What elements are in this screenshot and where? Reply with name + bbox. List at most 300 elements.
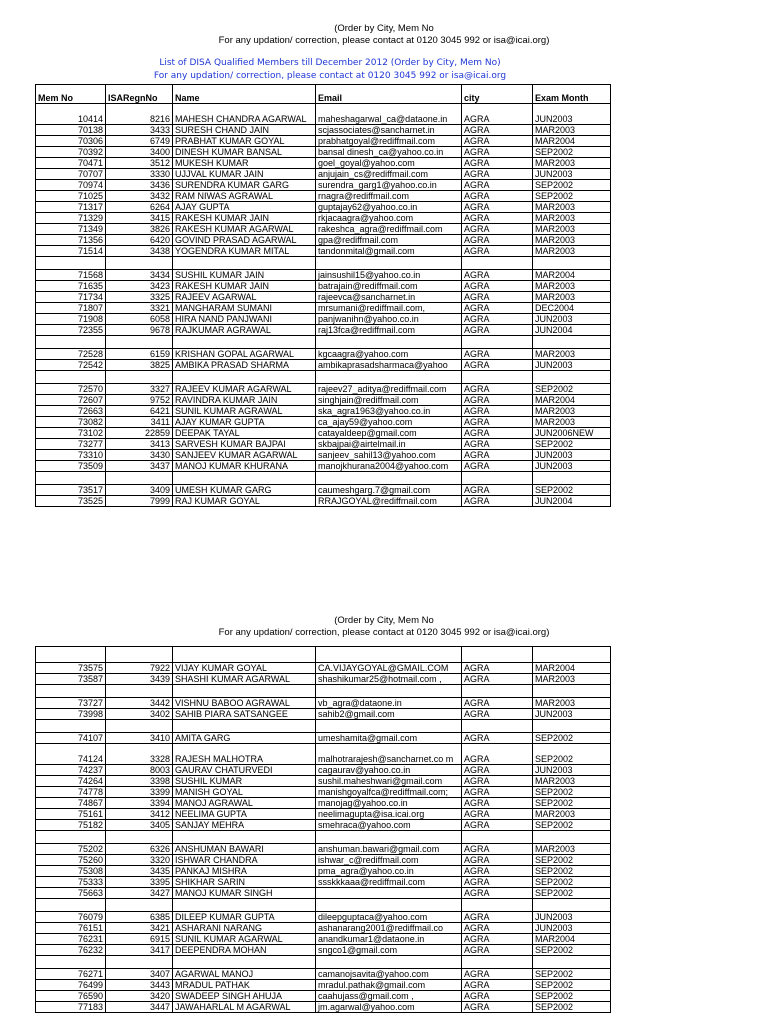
isa-regn-no-cell: 7999 [106,496,173,507]
name-cell: DEEPAK TAYAL [173,428,316,439]
empty-cell [106,336,173,349]
isa-regn-no-cell: 3411 [106,417,173,428]
name-cell: ANSHUMAN BAWARI [173,844,316,855]
mem-no-cell: 72542 [36,360,106,371]
table-row [36,202,611,213]
mem-no-cell: 71568 [36,270,106,281]
isa-regn-no-cell: 3399 [106,787,173,798]
isa-regn-no-cell: 8003 [106,765,173,776]
city-cell: AGRA [462,912,533,923]
isa-regn-no-cell: 6915 [106,934,173,945]
city-cell: AGRA [462,158,533,169]
name-cell: ASHARANI NARANG [173,923,316,934]
table-row [36,325,611,336]
name-cell: GAURAV CHATURVEDI [173,765,316,776]
mem-no-cell: 72528 [36,349,106,360]
isa-regn-no-cell: 3420 [106,991,173,1002]
table-row [36,674,611,685]
email-cell: sahib2@gmail.com [316,709,462,720]
isa-regn-no-cell: 3415 [106,213,173,224]
mem-no-cell: 73575 [36,663,106,674]
isa-regn-no-cell: 22859 [106,428,173,439]
empty-cell [316,472,462,485]
exam-month-cell: MAR2004 [533,934,611,945]
mem-no-cell: 71514 [36,246,106,257]
isa-regn-no-cell: 3405 [106,820,173,831]
name-cell: SUNIL KUMAR AGARWAL [173,934,316,945]
city-cell: AGRA [462,314,533,325]
email-cell: anshuman.bawari@gmail.com [316,844,462,855]
email-cell: skbajpai@airtelmail.in [316,439,462,450]
table-row [36,844,611,855]
exam-month-cell: JUN2003 [533,912,611,923]
empty-cell [36,831,106,844]
name-cell: MUKESH KUMAR [173,158,316,169]
table-row [36,439,611,450]
blank-row [36,956,611,969]
city-cell: AGRA [462,1002,533,1013]
isa-regn-no-cell: 6264 [106,202,173,213]
exam-month-cell: SEP2002 [533,877,611,888]
table-row [36,744,611,765]
empty-cell [316,685,462,698]
city-cell: AGRA [462,292,533,303]
exam-month-cell: JUN2004 [533,496,611,507]
table-row [36,270,611,281]
empty-cell [316,831,462,844]
exam-month-cell: JUN2003 [533,169,611,180]
mem-no-cell: 75663 [36,888,106,899]
list-title: List of DISA Qualified Members till December 2012 (Order by City, Mem No) [159,58,501,68]
mem-no-cell: 72355 [36,325,106,336]
isa-regn-no-cell: 3407 [106,969,173,980]
mem-no-cell: 73509 [36,461,106,472]
city-cell: AGRA [462,246,533,257]
exam-month-cell: MAR2003 [533,698,611,709]
table-row [36,809,611,820]
blank-row [36,336,611,349]
name-cell: KRISHAN GOPAL AGARWAL [173,349,316,360]
email-cell: neelimagupta@isa.icai.org [316,809,462,820]
name-cell: RAJESH MALHOTRA [173,744,316,765]
isa-regn-no-cell: 3410 [106,733,173,744]
email-cell: anjujain_cs@rediffmail.com [316,169,462,180]
mem-no-cell: 73517 [36,485,106,496]
name-cell: SURENDRA KUMAR GARG [173,180,316,191]
exam-month-cell: JUN2003 [533,104,611,125]
name-cell: MAHESH CHANDRA AGARWAL [173,104,316,125]
email-cell: jainsushil15@yahoo.co.in [316,270,462,281]
name-cell: GOVIND PRASAD AGARWAL [173,235,316,246]
mem-no-cell: 77183 [36,1002,106,1013]
table-row [36,213,611,224]
email-cell: scjassociates@sancharnet.in [316,125,462,136]
empty-cell [533,685,611,698]
exam-month-cell: SEP2002 [533,733,611,744]
email-cell: cagaurav@yahoo.co.in [316,765,462,776]
city-cell: AGRA [462,104,533,125]
email-cell: sushil.maheshwari@gmail.com [316,776,462,787]
mem-no-cell: 71329 [36,213,106,224]
name-cell: SUSHIL KUMAR JAIN [173,270,316,281]
city-cell: AGRA [462,776,533,787]
empty-cell [533,336,611,349]
email-cell: maheshagarwal_ca@dataone.in [316,104,462,125]
isa-regn-no-cell: 3439 [106,674,173,685]
mem-no-cell: 70392 [36,147,106,158]
isa-regn-no-cell: 3330 [106,169,173,180]
exam-month-cell: SEP2002 [533,744,611,765]
name-cell: RAKESH KUMAR JAIN [173,281,316,292]
contact-line-1: For any updation/ correction, please contact at 0120 3045 992 or isa@icai.org) [218,35,550,46]
exam-month-cell: JUN2003 [533,765,611,776]
empty-cell [173,720,316,733]
members-table-page-2 [35,646,611,1013]
empty-cell [462,371,533,384]
name-cell: PANKAJ MISHRA [173,866,316,877]
empty-cell [36,899,106,912]
city-cell: AGRA [462,461,533,472]
mem-no-cell: 76232 [36,945,106,956]
empty-cell [316,257,462,270]
mem-no-cell: 74264 [36,776,106,787]
name-cell: JAWAHARLAL M AGARWAL [173,1002,316,1013]
exam-month-cell: SEP2002 [533,798,611,809]
mem-no-cell: 73727 [36,698,106,709]
exam-month-cell: MAR2003 [533,776,611,787]
table-row [36,866,611,877]
empty-cell [36,685,106,698]
mem-no-cell: 71317 [36,202,106,213]
city-cell: AGRA [462,945,533,956]
city-cell: AGRA [462,923,533,934]
table-row [36,246,611,257]
city-cell: AGRA [462,191,533,202]
isa-regn-no-cell: 3328 [106,744,173,765]
name-cell: SAHIB PIARA SATSANGEE [173,709,316,720]
mem-no-cell: 70707 [36,169,106,180]
table-row [36,191,611,202]
exam-month-cell: SEP2002 [533,855,611,866]
name-cell: AJAY GUPTA [173,202,316,213]
blank-row [36,472,611,485]
city-cell: AGRA [462,809,533,820]
exam-month-cell: JUN2003 [533,923,611,934]
empty-cell [173,371,316,384]
blank-row [36,831,611,844]
exam-month-cell: SEP2002 [533,191,611,202]
name-cell: MANISH GOYAL [173,787,316,798]
city-cell: AGRA [462,406,533,417]
empty-cell [316,956,462,969]
empty-cell [106,831,173,844]
exam-month-cell: MAR2003 [533,281,611,292]
exam-month-cell: MAR2004 [533,395,611,406]
exam-month-cell: MAR2003 [533,224,611,235]
blank-row [36,720,611,733]
table-row [36,450,611,461]
table-row [36,709,611,720]
name-cell: UJJVAL KUMAR JAIN [173,169,316,180]
email-cell: rajeevca@sancharnet.in [316,292,462,303]
email-cell: kgcaagra@yahoo.com [316,349,462,360]
name-cell: RAJEEV KUMAR AGARWAL [173,384,316,395]
isa-regn-no-cell: 3434 [106,270,173,281]
table-row [36,787,611,798]
name-cell: MANGHARAM SUMANI [173,303,316,314]
empty-cell [106,685,173,698]
isa-regn-no-cell: 3430 [106,450,173,461]
contact-line-2: For any updation/ correction, please contact at 0120 3045 992 or isa@icai.org) [218,627,550,638]
email-cell: tandonmital@gmail.com [316,246,462,257]
email-cell: pma_agra@yahoo.co.in [316,866,462,877]
table-row [36,733,611,744]
empty-cell [36,956,106,969]
table-row [36,663,611,674]
table-header-row-empty [36,647,611,663]
mem-no-cell: 70974 [36,180,106,191]
name-cell: AGARWAL MANOJ [173,969,316,980]
exam-month-cell: SEP2002 [533,485,611,496]
exam-month-cell: MAR2003 [533,125,611,136]
order-line-2: (Order by City, Mem No [334,615,434,626]
col-header-exam-month: Exam Month [533,85,611,104]
table-row [36,855,611,866]
exam-month-cell: MAR2003 [533,406,611,417]
email-cell: shashikumar25@hotmail.com , [316,674,462,685]
isa-regn-no-cell: 3398 [106,776,173,787]
table-row [36,765,611,776]
exam-month-cell: MAR2004 [533,663,611,674]
name-cell: VISHNU BABOO AGRAWAL [173,698,316,709]
city-cell: AGRA [462,888,533,899]
isa-regn-no-cell: 3394 [106,798,173,809]
empty-cell [173,257,316,270]
name-cell: SWADEEP SINGH AHUJA [173,991,316,1002]
name-cell: ISHWAR CHANDRA [173,855,316,866]
isa-regn-no-cell: 6749 [106,136,173,147]
exam-month-cell: MAR2004 [533,136,611,147]
name-cell: HIRA NAND PANJWANI [173,314,316,325]
isa-regn-no-cell: 3443 [106,980,173,991]
empty-cell [462,257,533,270]
email-cell: rakeshca_agra@rediffmail.com [316,224,462,235]
email-cell: ssskkkaaa@rediffmail.com [316,877,462,888]
name-cell: RAM NIWAS AGRAWAL [173,191,316,202]
city-cell: AGRA [462,844,533,855]
members-table-page-1 [35,84,611,507]
empty-cell [36,371,106,384]
table-row [36,934,611,945]
mem-no-cell: 71635 [36,281,106,292]
mem-no-cell: 70138 [36,125,106,136]
blue-contact-line: For any updation/ correction, please contact at 0120 3045 992 or isa@icai.org [153,71,507,81]
exam-month-cell: JUN2003 [533,360,611,371]
table-row [36,980,611,991]
city-cell: AGRA [462,384,533,395]
mem-no-cell: 75308 [36,866,106,877]
mem-no-cell: 70471 [36,158,106,169]
name-cell: MANOJ AGRAWAL [173,798,316,809]
exam-month-cell: MAR2003 [533,292,611,303]
city-cell: AGRA [462,820,533,831]
table-row [36,991,611,1002]
mem-no-cell: 72570 [36,384,106,395]
table-row [36,428,611,439]
empty-cell [533,472,611,485]
name-cell: VIJAY KUMAR GOYAL [173,663,316,674]
exam-month-cell: MAR2003 [533,417,611,428]
email-cell: goel_goyal@yahoo.com [316,158,462,169]
name-cell: DINESH KUMAR BANSAL [173,147,316,158]
col-header-name: Name [173,85,316,104]
name-cell: SURESH CHAND JAIN [173,125,316,136]
mem-no-cell: 72663 [36,406,106,417]
table-row [36,798,611,809]
mem-no-cell: 71356 [36,235,106,246]
table-row [36,923,611,934]
isa-regn-no-cell: 3427 [106,888,173,899]
table-row [36,1002,611,1013]
table-row [36,888,611,899]
isa-regn-no-cell: 3512 [106,158,173,169]
email-cell: sngco1@gmail.com [316,945,462,956]
city-cell: AGRA [462,969,533,980]
city-cell: AGRA [462,428,533,439]
isa-regn-no-cell: 3436 [106,180,173,191]
empty-cell [462,956,533,969]
email-cell: camanojsavita@yahoo.com [316,969,462,980]
mem-no-cell: 74237 [36,765,106,776]
city-cell: AGRA [462,698,533,709]
empty-cell [106,956,173,969]
mem-no-cell: 75182 [36,820,106,831]
exam-month-cell: SEP2002 [533,384,611,395]
exam-month-cell: SEP2002 [533,1002,611,1013]
email-cell: rkjacaagra@yahoo.com [316,213,462,224]
exam-month-cell: MAR2003 [533,809,611,820]
city-cell: AGRA [462,765,533,776]
name-cell: AMITA GARG [173,733,316,744]
table-row [36,224,611,235]
email-cell: manojkhurana2004@yahoo.com [316,461,462,472]
city-cell: AGRA [462,787,533,798]
email-cell: CA.VIJAYGOYAL@GMAIL.COM [316,663,462,674]
name-cell: AMBIKA PRASAD SHARMA [173,360,316,371]
city-cell: AGRA [462,450,533,461]
city-cell: AGRA [462,202,533,213]
mem-no-cell: 73998 [36,709,106,720]
table-row [36,417,611,428]
table-row [36,877,611,888]
email-cell: ska_agra1963@yahoo.co.in [316,406,462,417]
email-cell: caumeshgarg.7@gmail.com [316,485,462,496]
exam-month-cell: SEP2002 [533,787,611,798]
name-cell: RAJKUMAR AGRAWAL [173,325,316,336]
col-header-isa-regn-no: ISARegnNo [106,85,173,104]
email-cell: catayaldeep@gmail.com [316,428,462,439]
table-row [36,292,611,303]
city-cell: AGRA [462,180,533,191]
mem-no-cell: 73102 [36,428,106,439]
isa-regn-no-cell: 3412 [106,809,173,820]
table-row [36,169,611,180]
table-row [36,235,611,246]
empty-cell [106,899,173,912]
city-cell: AGRA [462,349,533,360]
empty-cell [106,257,173,270]
email-cell: vb_agra@dataone.in [316,698,462,709]
mem-no-cell: 73310 [36,450,106,461]
exam-month-cell: SEP2002 [533,980,611,991]
empty-cell [533,831,611,844]
exam-month-cell: SEP2002 [533,147,611,158]
name-cell: DILEEP KUMAR GUPTA [173,912,316,923]
email-cell: gpa@rediffmail.com [316,235,462,246]
exam-month-cell: JUN2003 [533,314,611,325]
city-cell: AGRA [462,125,533,136]
city-cell: AGRA [462,439,533,450]
isa-regn-no-cell: 9752 [106,395,173,406]
isa-regn-no-cell: 3433 [106,125,173,136]
isa-regn-no-cell: 6326 [106,844,173,855]
mem-no-cell: 72607 [36,395,106,406]
mem-no-cell: 75260 [36,855,106,866]
empty-cell [462,685,533,698]
exam-month-cell: SEP2002 [533,439,611,450]
mem-no-cell: 76151 [36,923,106,934]
email-cell: caahujass@gmail.com , [316,991,462,1002]
exam-month-cell: JUN2003 [533,461,611,472]
mem-no-cell: 73525 [36,496,106,507]
exam-month-cell: SEP2002 [533,866,611,877]
mem-no-cell: 74107 [36,733,106,744]
empty-cell [533,647,611,663]
email-cell: panjwanihn@yahoo.co.in [316,314,462,325]
email-cell: sanjeev_sahil13@yahoo.com [316,450,462,461]
empty-cell [36,472,106,485]
table-row [36,969,611,980]
city-cell: AGRA [462,281,533,292]
exam-month-cell: SEP2002 [533,969,611,980]
name-cell: MANOJ KUMAR SINGH [173,888,316,899]
email-cell: raj13fca@rediffmail.com [316,325,462,336]
exam-month-cell: SEP2002 [533,888,611,899]
mem-no-cell: 75202 [36,844,106,855]
isa-regn-no-cell: 3395 [106,877,173,888]
city-cell: AGRA [462,213,533,224]
col-header-mem-no: Mem No [36,85,106,104]
email-cell: singhjain@rediffmail.com [316,395,462,406]
blank-row [36,257,611,270]
table-row [36,147,611,158]
exam-month-cell: MAR2003 [533,202,611,213]
isa-regn-no-cell: 6159 [106,349,173,360]
order-line-1: (Order by City, Mem No [334,23,434,34]
email-cell: umeshamita@gmail.com [316,733,462,744]
mem-no-cell: 76079 [36,912,106,923]
exam-month-cell: JUN2003 [533,709,611,720]
empty-cell [106,472,173,485]
name-cell: SUSHIL KUMAR [173,776,316,787]
city-cell: AGRA [462,224,533,235]
table-row [36,314,611,325]
empty-cell [106,371,173,384]
email-cell: ca_ajay59@yahoo.com [316,417,462,428]
email-cell: anandkumar1@dataone.in [316,934,462,945]
exam-month-cell: SEP2002 [533,945,611,956]
table-row [36,180,611,191]
